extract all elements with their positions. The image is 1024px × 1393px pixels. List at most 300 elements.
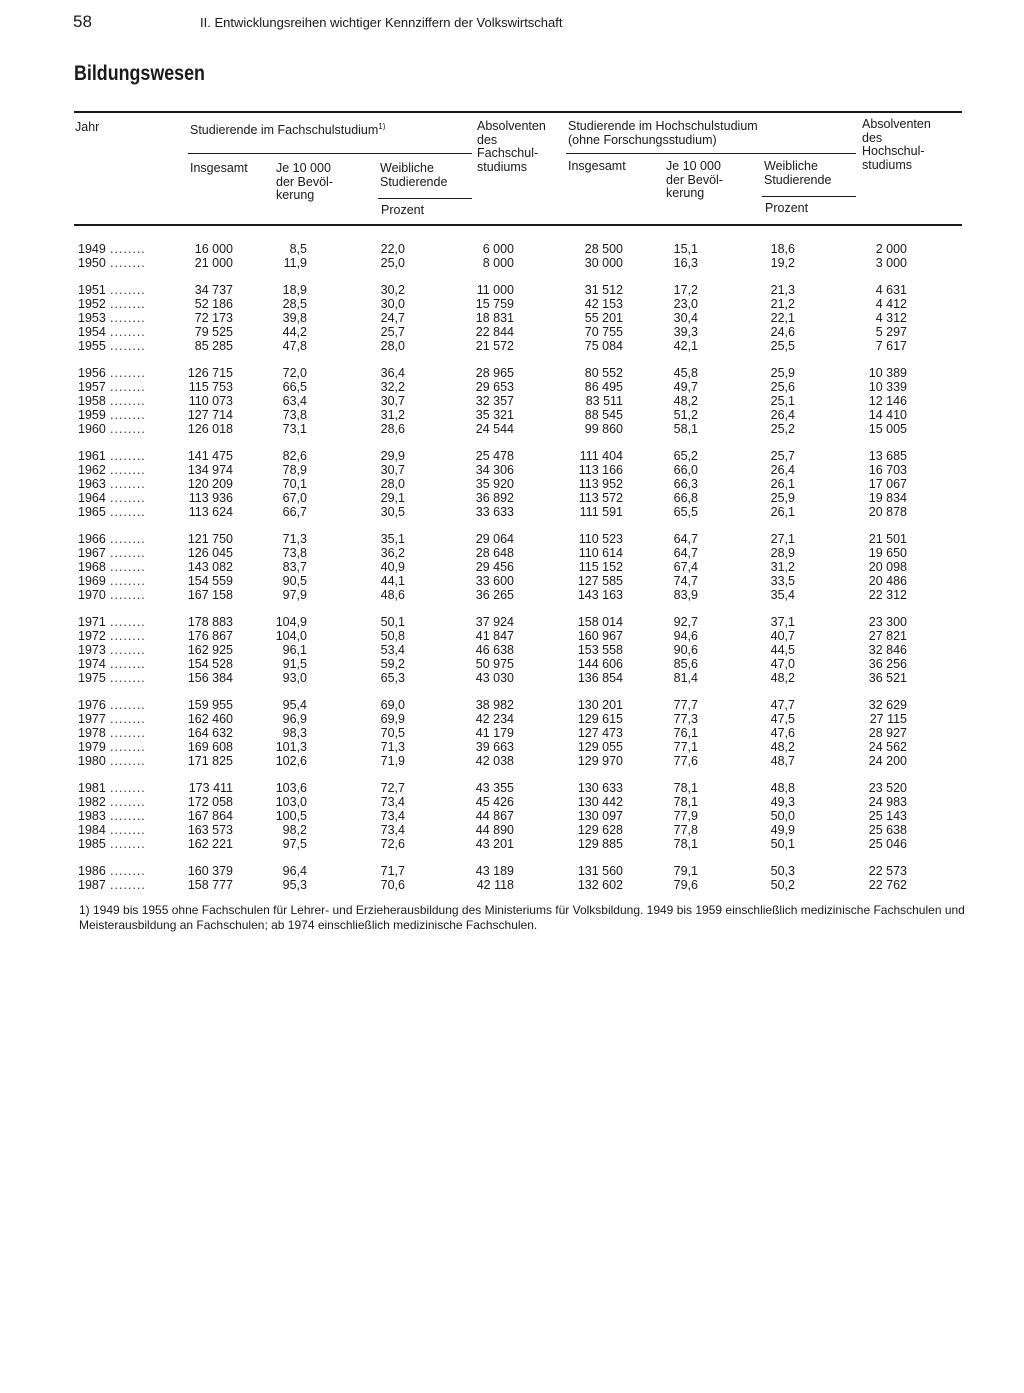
cell-hoch-weibliche: 22,1 (770, 311, 795, 326)
cell-fach-insgesamt: 120 209 (187, 477, 233, 492)
cell-abs-hoch: 22 573 (868, 864, 907, 879)
cell-jahr: 1974 (78, 657, 106, 671)
cell-jahr: 1972 (78, 629, 106, 644)
cell-hoch-insgesamt: 30 000 (584, 255, 623, 270)
cell-fach-weibliche: 30,2 (380, 283, 405, 298)
header-fach-weibliche: Weibliche Studierende (380, 161, 448, 189)
cell-fach-je: 18,9 (282, 283, 307, 298)
cell-hoch-insgesamt: 130 097 (577, 809, 623, 824)
cell-hoch-je: 65,2 (673, 449, 698, 464)
cell-hoch-insgesamt: 136 854 (577, 670, 623, 685)
cell-hoch-je: 77,3 (673, 712, 698, 727)
cell-abs-fach: 28 965 (475, 366, 514, 381)
header-hoch-group: Studierende im Hochschulstudium (ohne Forschungsstudium) (568, 119, 758, 147)
cell-jahr: 1981 (78, 781, 106, 796)
cell-fach-weibliche: 28,0 (380, 477, 405, 492)
cell-fach-weibliche: 69,0 (380, 698, 405, 713)
cell-fach-insgesamt: 163 573 (187, 823, 233, 837)
cell-fach-insgesamt: 126 715 (187, 366, 233, 381)
leader-dots: ........ (110, 449, 146, 464)
cell-jahr: 1965 (78, 504, 106, 519)
cell-abs-fach: 44 867 (475, 809, 514, 824)
header-hoch-prozent: Prozent (765, 201, 809, 215)
leader-dots: ........ (110, 421, 146, 436)
cell-hoch-je: 79,1 (673, 864, 698, 879)
leader-dots: ........ (110, 325, 146, 339)
cell-fach-weibliche: 71,9 (380, 753, 405, 768)
cell-abs-fach: 42 118 (476, 878, 514, 893)
cell-abs-fach: 43 201 (475, 836, 514, 851)
cell-fach-je: 73,8 (282, 546, 307, 561)
cell-hoch-weibliche: 27,1 (770, 532, 795, 547)
cell-abs-fach: 39 663 (475, 740, 514, 754)
cell-fach-je: 90,5 (282, 574, 307, 588)
cell-fach-insgesamt: 126 018 (187, 421, 233, 436)
cell-fach-weibliche: 30,0 (380, 297, 405, 312)
cell-hoch-insgesamt: 130 442 (577, 795, 623, 810)
cell-abs-fach: 35 321 (475, 408, 514, 422)
header-fach-insgesamt: Insgesamt (190, 161, 248, 175)
header-fach-prozent: Prozent (381, 203, 425, 217)
cell-abs-hoch: 5 297 (875, 325, 907, 339)
cell-jahr: 1961 (78, 449, 106, 464)
cell-hoch-weibliche: 47,5 (770, 712, 795, 727)
cell-jahr: 1964 (78, 491, 106, 505)
cell-jahr: 1984 (78, 823, 106, 837)
leader-dots: ........ (110, 657, 146, 671)
cell-fach-weibliche: 53,4 (380, 643, 405, 658)
cell-abs-hoch: 4 631 (875, 283, 907, 298)
cell-fach-je: 72,0 (282, 366, 307, 381)
cell-abs-fach: 15 759 (475, 297, 514, 312)
cell-abs-hoch: 19 834 (868, 491, 907, 505)
cell-fach-weibliche: 30,7 (380, 463, 405, 478)
cell-fach-je: 66,7 (282, 504, 307, 519)
cell-jahr: 1976 (78, 698, 106, 713)
cell-hoch-je: 67,4 (673, 560, 698, 575)
cell-fach-insgesamt: 169 608 (187, 740, 233, 754)
cell-fach-insgesamt: 167 158 (187, 587, 233, 602)
cell-fach-weibliche: 73,4 (380, 809, 405, 824)
header-hoch-insgesamt: Insgesamt (568, 159, 626, 173)
cell-abs-hoch: 14 410 (868, 408, 907, 422)
cell-abs-fach: 18 831 (475, 311, 514, 326)
cell-hoch-je: 15,1 (673, 242, 698, 256)
cell-abs-hoch: 20 098 (868, 560, 907, 575)
cell-fach-je: 93,0 (282, 670, 307, 685)
cell-jahr: 1957 (78, 380, 106, 395)
header-fach-group-label: Studierende im Fachschulstudium (190, 123, 379, 138)
cell-hoch-insgesamt: 113 166 (578, 463, 623, 478)
cell-hoch-weibliche: 48,8 (770, 781, 795, 796)
leader-dots: ........ (110, 795, 146, 810)
cell-hoch-insgesamt: 129 055 (577, 740, 623, 754)
leader-dots: ........ (110, 615, 146, 630)
cell-hoch-weibliche: 25,9 (770, 366, 795, 381)
cell-hoch-weibliche: 24,6 (770, 325, 795, 339)
cell-fach-je: 47,8 (282, 338, 307, 353)
cell-fach-insgesamt: 79 525 (194, 325, 233, 339)
cell-fach-weibliche: 36,4 (380, 366, 405, 381)
cell-hoch-weibliche: 25,7 (770, 449, 795, 464)
cell-hoch-insgesamt: 86 495 (584, 380, 623, 395)
cell-jahr: 1949 (78, 242, 106, 256)
cell-abs-hoch: 25 638 (868, 823, 907, 837)
cell-fach-je: 95,4 (282, 698, 307, 713)
cell-fach-weibliche: 70,5 (380, 726, 405, 741)
footnote-marker: 1) (378, 122, 386, 131)
cell-hoch-insgesamt: 42 153 (584, 297, 623, 312)
cell-hoch-insgesamt: 153 558 (577, 643, 623, 658)
fach-group-rule (188, 153, 472, 154)
section-title: Bildungswesen (74, 62, 205, 85)
cell-abs-fach: 36 265 (475, 587, 514, 602)
cell-fach-je: 104,0 (275, 629, 307, 644)
cell-abs-hoch: 20 878 (868, 504, 907, 519)
cell-hoch-je: 94,6 (673, 629, 698, 644)
cell-hoch-insgesamt: 160 967 (577, 629, 623, 644)
cell-abs-fach: 29 456 (475, 560, 514, 575)
cell-abs-fach: 44 890 (475, 823, 514, 837)
cell-fach-weibliche: 31,2 (380, 408, 405, 422)
leader-dots: ........ (110, 546, 146, 561)
cell-hoch-je: 76,1 (673, 726, 698, 741)
cell-jahr: 1950 (78, 255, 106, 270)
running-head: II. Entwicklungsreihen wichtiger Kennziffern der Volkswirtschaft (200, 15, 563, 30)
leader-dots: ........ (110, 560, 146, 575)
cell-hoch-insgesamt: 113 572 (578, 491, 623, 505)
cell-hoch-je: 81,4 (673, 670, 698, 685)
cell-abs-hoch: 22 312 (868, 587, 907, 602)
leader-dots: ........ (110, 698, 146, 713)
cell-jahr: 1958 (78, 394, 106, 409)
cell-hoch-weibliche: 18,6 (770, 242, 795, 256)
cell-jahr: 1951 (78, 283, 106, 298)
cell-fach-insgesamt: 141 475 (187, 449, 233, 464)
cell-fach-insgesamt: 176 867 (187, 629, 233, 644)
cell-abs-hoch: 28 927 (868, 726, 907, 741)
cell-fach-weibliche: 65,3 (380, 670, 405, 685)
cell-abs-hoch: 7 617 (875, 338, 907, 353)
cell-hoch-insgesamt: 144 606 (577, 657, 623, 671)
leader-dots: ........ (110, 878, 146, 893)
cell-hoch-je: 85,6 (673, 657, 698, 671)
cell-abs-fach: 29 064 (475, 532, 514, 547)
cell-abs-hoch: 32 846 (868, 643, 907, 658)
leader-dots: ........ (110, 532, 146, 547)
cell-hoch-je: 66,0 (673, 463, 698, 478)
cell-hoch-je: 92,7 (673, 615, 698, 630)
cell-hoch-weibliche: 28,9 (770, 546, 795, 561)
cell-fach-je: 73,1 (282, 421, 307, 436)
leader-dots: ........ (110, 740, 146, 754)
cell-fach-weibliche: 28,6 (380, 421, 405, 436)
cell-hoch-je: 42,1 (673, 338, 698, 353)
cell-jahr: 1953 (78, 311, 106, 326)
leader-dots: ........ (110, 670, 146, 685)
cell-fach-weibliche: 59,2 (380, 657, 405, 671)
cell-hoch-insgesamt: 132 602 (577, 878, 623, 893)
cell-fach-insgesamt: 16 000 (194, 242, 233, 256)
cell-abs-fach: 28 648 (475, 546, 514, 561)
cell-hoch-weibliche: 44,5 (770, 643, 795, 658)
cell-hoch-je: 66,3 (673, 477, 698, 492)
leader-dots: ........ (110, 394, 146, 409)
cell-fach-je: 70,1 (282, 477, 307, 492)
cell-fach-weibliche: 70,6 (380, 878, 405, 893)
cell-abs-fach: 33 633 (475, 504, 514, 519)
cell-abs-fach: 36 892 (475, 491, 514, 505)
cell-fach-insgesamt: 121 750 (187, 532, 233, 547)
cell-abs-hoch: 24 200 (868, 753, 907, 768)
leader-dots: ........ (110, 823, 146, 837)
cell-hoch-weibliche: 37,1 (770, 615, 795, 630)
cell-hoch-je: 77,9 (673, 809, 698, 824)
cell-abs-hoch: 16 703 (868, 463, 907, 478)
cell-hoch-weibliche: 31,2 (770, 560, 795, 575)
cell-hoch-je: 77,1 (673, 740, 698, 754)
cell-abs-fach: 42 234 (475, 712, 514, 727)
leader-dots: ........ (110, 283, 146, 298)
cell-hoch-weibliche: 33,5 (770, 574, 795, 588)
cell-fach-weibliche: 73,4 (380, 823, 405, 837)
cell-fach-je: 96,9 (282, 712, 307, 727)
cell-jahr: 1973 (78, 643, 106, 658)
cell-jahr: 1962 (78, 463, 106, 478)
leader-dots: ........ (110, 753, 146, 768)
cell-hoch-insgesamt: 130 633 (577, 781, 623, 796)
cell-fach-weibliche: 25,0 (380, 255, 405, 270)
cell-fach-je: 8,5 (289, 242, 307, 256)
cell-jahr: 1954 (78, 325, 106, 339)
leader-dots: ........ (110, 726, 146, 741)
cell-jahr: 1979 (78, 740, 106, 754)
cell-fach-weibliche: 28,0 (380, 338, 405, 353)
cell-hoch-je: 77,8 (673, 823, 698, 837)
cell-abs-fach: 35 920 (475, 477, 514, 492)
cell-fach-je: 83,7 (282, 560, 307, 575)
cell-abs-hoch: 15 005 (868, 421, 907, 436)
cell-abs-hoch: 32 629 (868, 698, 907, 713)
cell-hoch-je: 30,4 (673, 311, 698, 326)
cell-hoch-weibliche: 21,3 (770, 283, 795, 298)
cell-fach-insgesamt: 52 186 (194, 297, 233, 312)
cell-abs-fach: 41 179 (475, 726, 514, 741)
cell-fach-insgesamt: 164 632 (187, 726, 233, 741)
cell-fach-je: 96,1 (282, 643, 307, 658)
leader-dots: ........ (110, 255, 146, 270)
cell-fach-insgesamt: 143 082 (187, 560, 233, 575)
cell-fach-je: 100,5 (275, 809, 307, 824)
cell-fach-je: 104,9 (275, 615, 307, 630)
cell-hoch-weibliche: 26,1 (770, 504, 795, 519)
cell-fach-je: 98,3 (282, 726, 307, 741)
cell-hoch-weibliche: 49,9 (770, 823, 795, 837)
cell-hoch-insgesamt: 158 014 (577, 615, 623, 630)
cell-fach-insgesamt: 85 285 (194, 338, 233, 353)
cell-abs-fach: 46 638 (475, 643, 514, 658)
cell-abs-hoch: 23 520 (868, 781, 907, 796)
cell-abs-hoch: 23 300 (868, 615, 907, 630)
cell-hoch-insgesamt: 110 523 (578, 532, 623, 547)
cell-abs-fach: 38 982 (475, 698, 514, 713)
cell-fach-insgesamt: 162 925 (187, 643, 233, 658)
header-fach-je: Je 10 000 der Bevöl- kerung (276, 161, 333, 202)
cell-abs-fach: 50 975 (475, 657, 514, 671)
leader-dots: ........ (110, 643, 146, 658)
cell-abs-hoch: 25 143 (868, 809, 907, 824)
cell-hoch-insgesamt: 83 511 (585, 394, 623, 409)
cell-abs-hoch: 4 312 (875, 311, 907, 326)
cell-hoch-weibliche: 47,7 (770, 698, 795, 713)
table-top-rule (74, 111, 962, 113)
cell-jahr: 1955 (78, 338, 106, 353)
cell-fach-weibliche: 30,5 (380, 504, 405, 519)
cell-hoch-insgesamt: 99 860 (584, 421, 623, 436)
cell-hoch-weibliche: 50,0 (770, 809, 795, 824)
cell-jahr: 1967 (78, 546, 106, 561)
cell-jahr: 1970 (78, 587, 106, 602)
cell-fach-insgesamt: 156 384 (187, 670, 233, 685)
cell-abs-fach: 37 924 (475, 615, 514, 630)
cell-hoch-insgesamt: 111 404 (579, 449, 623, 464)
header-hoch-je: Je 10 000 der Bevöl- kerung (666, 159, 723, 200)
page-number: 58 (73, 12, 92, 31)
cell-abs-fach: 22 844 (475, 325, 514, 339)
cell-hoch-insgesamt: 55 201 (584, 311, 623, 326)
cell-abs-fach: 29 653 (475, 380, 514, 395)
cell-fach-insgesamt: 113 624 (188, 504, 233, 519)
cell-fach-je: 73,8 (282, 408, 307, 422)
cell-jahr: 1963 (78, 477, 106, 492)
footnote: 1) 1949 bis 1955 ohne Fachschulen für Lehrer- und Erzieherausbildung des Ministeriums für Volksbildung. 1949 bis 1959 einschließlich medizinische Fachschulen und Meisterausbildung an Fachschulen; ab 1974 einschließlich medizinische Fachschulen. (79, 903, 965, 932)
cell-hoch-weibliche: 47,6 (770, 726, 795, 741)
cell-hoch-weibliche: 48,2 (770, 670, 795, 685)
cell-fach-weibliche: 72,6 (380, 836, 405, 851)
cell-fach-je: 44,2 (282, 325, 307, 339)
cell-fach-weibliche: 71,7 (380, 864, 405, 879)
cell-fach-weibliche: 44,1 (380, 574, 405, 588)
cell-abs-hoch: 24 983 (868, 795, 907, 810)
cell-abs-fach: 45 426 (475, 795, 514, 810)
cell-hoch-je: 16,3 (673, 255, 698, 270)
cell-hoch-weibliche: 50,2 (770, 878, 795, 893)
cell-hoch-insgesamt: 80 552 (584, 366, 623, 381)
cell-hoch-je: 23,0 (673, 297, 698, 312)
cell-abs-hoch: 25 046 (868, 836, 907, 851)
cell-abs-hoch: 3 000 (875, 255, 907, 270)
cell-hoch-je: 39,3 (673, 325, 698, 339)
cell-hoch-je: 78,1 (673, 781, 698, 796)
cell-fach-insgesamt: 172 058 (187, 795, 233, 810)
header-fach-group (190, 120, 385, 138)
cell-fach-je: 103,6 (275, 781, 307, 796)
cell-fach-insgesamt: 126 045 (187, 546, 233, 561)
cell-hoch-insgesamt: 111 591 (579, 504, 623, 519)
cell-abs-fach: 6 000 (482, 242, 514, 256)
cell-fach-insgesamt: 167 864 (187, 809, 233, 824)
cell-abs-fach: 43 355 (475, 781, 514, 796)
cell-jahr: 1985 (78, 836, 106, 851)
cell-hoch-insgesamt: 129 970 (577, 753, 623, 768)
cell-fach-insgesamt: 115 753 (188, 380, 233, 395)
cell-fach-je: 103,0 (275, 795, 307, 810)
cell-fach-je: 82,6 (282, 449, 307, 464)
cell-fach-weibliche: 71,3 (380, 740, 405, 754)
cell-jahr: 1969 (78, 574, 106, 588)
cell-hoch-je: 45,8 (673, 366, 698, 381)
cell-hoch-weibliche: 50,1 (770, 836, 795, 851)
cell-abs-hoch: 27 821 (868, 629, 907, 644)
cell-abs-hoch: 20 486 (868, 574, 907, 588)
cell-hoch-je: 66,8 (673, 491, 698, 505)
cell-hoch-weibliche: 25,5 (770, 338, 795, 353)
hoch-group-rule (566, 153, 856, 154)
cell-hoch-je: 77,6 (673, 753, 698, 768)
cell-abs-fach: 8 000 (482, 255, 514, 270)
cell-hoch-insgesamt: 129 615 (577, 712, 623, 727)
cell-fach-je: 28,5 (282, 297, 307, 312)
cell-hoch-insgesamt: 70 755 (584, 325, 623, 339)
cell-hoch-je: 49,7 (673, 380, 698, 395)
cell-hoch-je: 51,2 (673, 408, 698, 422)
cell-hoch-weibliche: 25,9 (770, 491, 795, 505)
cell-hoch-je: 17,2 (673, 283, 698, 298)
cell-abs-hoch: 22 762 (868, 878, 907, 893)
cell-fach-insgesamt: 171 825 (187, 753, 233, 768)
cell-hoch-insgesamt: 127 473 (577, 726, 623, 741)
header-bottom-rule (74, 224, 962, 226)
cell-hoch-insgesamt: 31 512 (584, 283, 623, 298)
cell-fach-insgesamt: 162 460 (187, 712, 233, 727)
cell-abs-fach: 32 357 (475, 394, 514, 409)
hoch-prozent-rule (762, 196, 856, 197)
cell-abs-hoch: 2 000 (875, 242, 907, 256)
cell-fach-weibliche: 22,0 (380, 242, 405, 256)
cell-abs-fach: 34 306 (475, 463, 514, 478)
cell-abs-fach: 41 847 (475, 629, 514, 644)
leader-dots: ........ (110, 311, 146, 326)
cell-fach-insgesamt: 113 936 (188, 491, 233, 505)
cell-fach-insgesamt: 21 000 (194, 255, 233, 270)
cell-abs-fach: 43 030 (475, 670, 514, 685)
cell-hoch-weibliche: 19,2 (770, 255, 795, 270)
cell-abs-hoch: 12 146 (868, 394, 907, 409)
cell-fach-insgesamt: 178 883 (187, 615, 233, 630)
cell-fach-je: 97,9 (282, 587, 307, 602)
cell-hoch-weibliche: 50,3 (770, 864, 795, 879)
leader-dots: ........ (110, 629, 146, 644)
cell-jahr: 1975 (78, 670, 106, 685)
leader-dots: ........ (110, 380, 146, 395)
cell-fach-insgesamt: 154 559 (187, 574, 233, 588)
leader-dots: ........ (110, 836, 146, 851)
cell-jahr: 1959 (78, 408, 106, 422)
cell-fach-je: 63,4 (282, 394, 307, 409)
cell-fach-je: 96,4 (282, 864, 307, 879)
leader-dots: ........ (110, 809, 146, 824)
cell-hoch-insgesamt: 130 201 (577, 698, 623, 713)
leader-dots: ........ (110, 477, 146, 492)
cell-fach-insgesamt: 72 173 (194, 311, 233, 326)
cell-fach-je: 98,2 (282, 823, 307, 837)
cell-hoch-weibliche: 47,0 (770, 657, 795, 671)
cell-fach-weibliche: 24,7 (380, 311, 405, 326)
cell-jahr: 1986 (78, 864, 106, 879)
cell-hoch-je: 48,2 (673, 394, 698, 409)
cell-hoch-je: 83,9 (673, 587, 698, 602)
cell-abs-hoch: 27 115 (869, 712, 907, 727)
